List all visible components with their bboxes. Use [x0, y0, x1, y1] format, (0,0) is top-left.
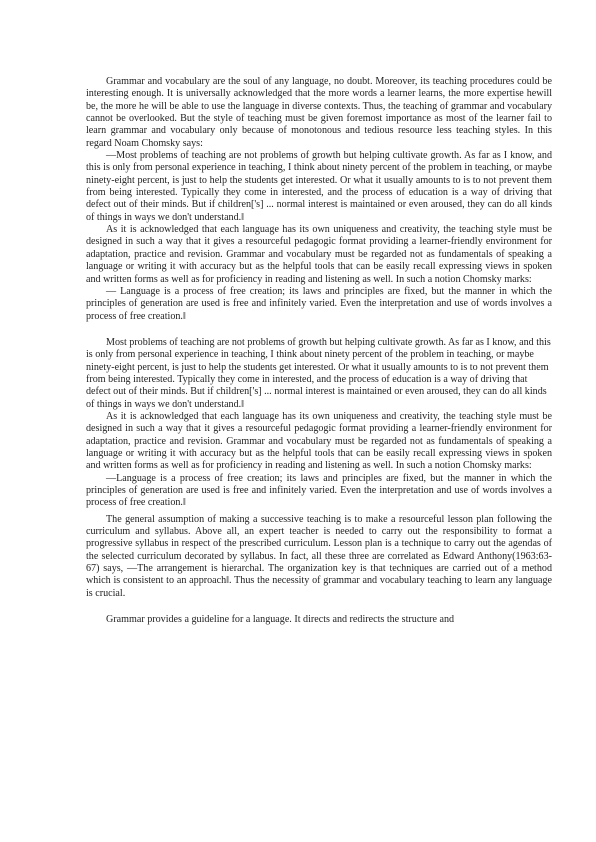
paragraph-lesson-plan: The general assumption of making a successive teaching is to make a resourceful lesson plan following the curriculum and syllabus. Above all, an expert teacher is needed to carry out the responsibility to format a progressive syllabus in respect of the prescribed curriculum. Lesson plan is a technique to carry out the agendas of the selected curriculum decorated by syllabus. In fact, all these three are correlated as Edward Anthony(1963:63-67) says, ―The arrangement is hierarchal. The organization key is that techniques are carried out of a method which is consistent to an approach‖. Thus the necessity of grammar and vocabulary teaching to learn any language is crucial. [86, 513, 552, 599]
quote-chomsky-language: ― Language is a process of free creation; its laws and principles are fixed, but the manner in which the principles of generation are used is free and infinitely varied. Even the interpretation and use of words involves a process of free creation.‖ [86, 285, 552, 322]
quote-repeat-language: ―Language is a process of free creation; its laws and principles are fixed, but the manner in which the principles of generation are used is free and infinitely varied. Even the interpretation and use of words involves a process of free creation.‖ [86, 472, 552, 509]
paragraph-repeat-teaching: Most problems of teaching are not problems of growth but helping cultivate growth. As far as I know, and this is only from personal experience in teaching, I think about ninety percent of the problem in teaching, or maybe ninety-eight percent, is just to help the students get interested. Or what it usually amounts to is to not prevent them from being interested. Typically they come in interested, and the process of education is a way of driving that defect out of their minds. But if children['s] ... normal interest is maintained or even aroused, they can do all kinds of things in ways we don't understand.‖ [86, 336, 551, 410]
document-body [86, 76, 552, 626]
paragraph-repeat-uniqueness: As it is acknowledged that each language has its own uniqueness and creativity, the teaching style must be designed in such a way that it gives a resourceful pedagogic format providing a learner-friendly environment for adaptation, practice and revision. Grammar and vocabulary must be regarded not as fundamentals of speaking a language or writing it with accuracy but as the helpful tools that can be easily recall expressing views in spoken and written forms as well as for proficiency in reading and listening as well. In such a notion Chomsky marks: [86, 410, 552, 472]
paragraph-intro: Grammar and vocabulary are the soul of any language, no doubt. Moreover, its teaching procedures could be interesting enough. It is universally acknowledged that the more words a learner learns, the more expertise hewill be, the more he will be able to use the language in diverse contexts. Thus, the teaching of grammar and vocabulary cannot be overlooked. But the style of teaching must be given foremost importance as most of the learner fail to learn grammar and vocabulary only because of monotonous and tedious resource less teaching styles. In this regard Noam Chomsky says: [86, 76, 552, 149]
paragraph-grammar-guideline: Grammar provides a guideline for a language. It directs and redirects the structure and [106, 614, 455, 626]
quote-chomsky-teaching: ―Most problems of teaching are not problems of growth but helping cultivate growth. As far as I know, and this is only from personal experience in teaching, I think about ninety percent of the problem in teaching, or maybe ninety-eight percent, is just to help the students get interested. Or what it usually amounts to is to not prevent them from being interested. Typically they come in interested, and the process of education is a way of driving that defect out of their minds. But if children['s] ... normal interest is maintained or even aroused, they can do all kinds of things in ways we don't understand.‖ [86, 150, 552, 223]
paragraph-uniqueness: As it is acknowledged that each language has its own uniqueness and creativity, the teaching style must be designed in such a way that it gives a resourceful pedagogic format providing a learner-friendly environment for adaptation, practice and revision. Grammar and vocabulary must be regarded not as fundamentals of speaking a language or writing it with accuracy but as the helpful tools that can be easily recall expressing views in spoken and written forms as well as for proficiency in reading and listening as well. In such a notion Chomsky marks: [86, 224, 552, 285]
